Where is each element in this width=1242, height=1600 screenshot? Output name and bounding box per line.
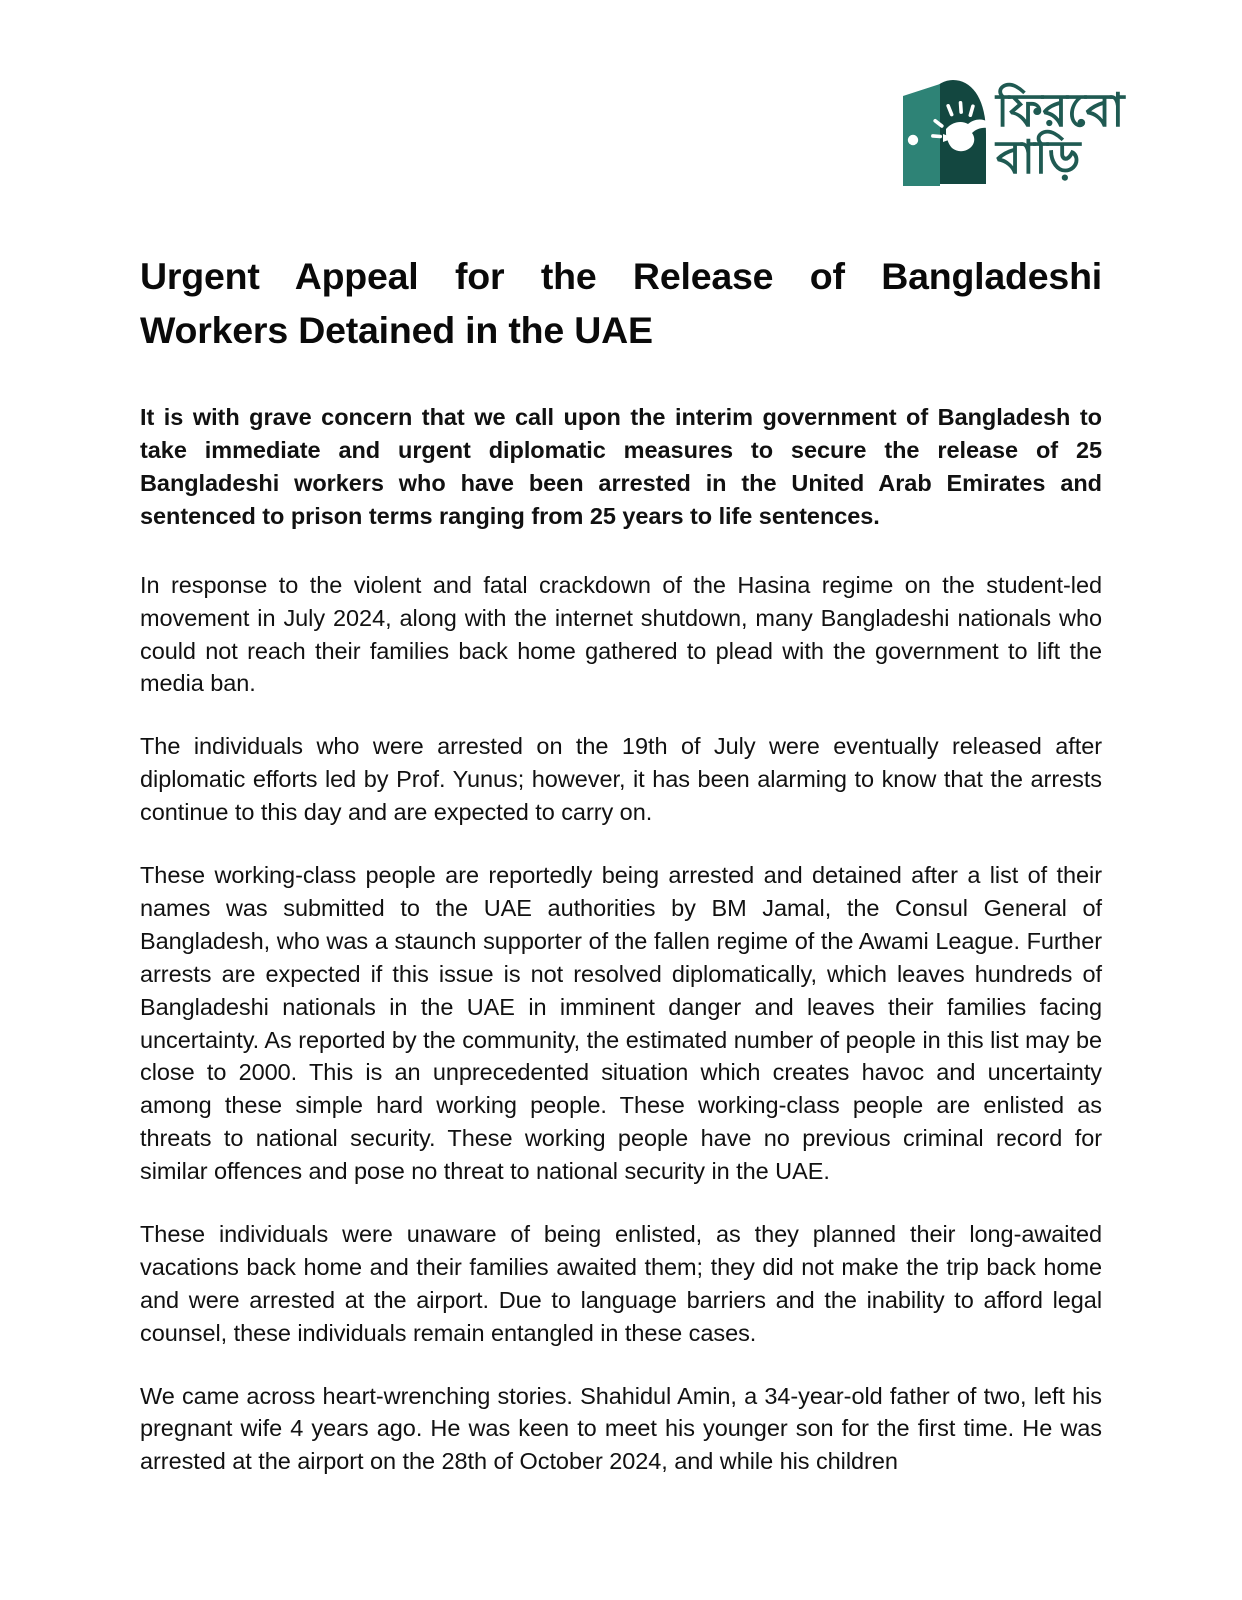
body-paragraph: These working-class people are reportedly being arrested and detained after a list of their names was submitted to the UAE authorities by BM Jamal, the Consul General of Bangladesh, who was a staunch supporter of the fallen regime of the Awami League. Further arrests are expected if this issue is not resolved diplomatically, which leaves hundreds of Bangladeshi nationals in the UAE in imminent danger and leaves their families facing uncertainty. As reported by the community, the estimated number of people in this list may be close to 2000. This is an unprecedented situation which creates havoc and uncertainty among these simple hard working people. These working-class people are enlisted as threats to national security. These working people have no previous criminal record for similar offences and pose no threat to national security in the UAE. (140, 862, 1102, 1185)
body-paragraph: The individuals who were arrested on the 19th of July were eventually released after diplomatic efforts led by Prof. Yunus; however, it has been alarming to know that the arrests continue to this day and are expected to carry on. (140, 733, 1102, 826)
page-title: Urgent Appeal for the Release of Bangladeshi Workers Detained in the UAE (140, 255, 1102, 351)
body-paragraph: In response to the violent and fatal crackdown of the Hasina regime on the student-led movement in July 2024, along with the internet shutdown, many Bangladeshi nationals who could not reach their families back home gathered to plead with the government to lift the media ban. (140, 571, 1102, 697)
logo-wordmark-line-2: বাড়ি (995, 131, 1080, 183)
document-header (0, 0, 1242, 240)
body-paragraph: We came across heart-wrenching stories. Shahidul Amin, a 34-year-old father of two, left his pregnant wife 4 years ago. He was keen to meet his younger son for the first time. He was arrested at the airport on the 28th of October 2024, and while his children (140, 1382, 1102, 1475)
open-door-with-bird-icon (896, 72, 988, 194)
organization-logo (896, 72, 1124, 194)
logo-wordmark (995, 83, 1124, 183)
lead-paragraph: It is with grave concern that we call upon the interim government of Bangladesh to take immediate and urgent diplomatic measures to secure the release of 25 Bangladeshi workers who have been arrested in the United Arab Emirates and sentenced to prison terms ranging from 25 years to life sentences. (140, 404, 1102, 529)
body-paragraph: These individuals were unaware of being enlisted, as they planned their long-awaited vacations back home and their families awaited them; they did not make the trip back home and were arrested at the airport. Due to language barriers and the inability to afford legal counsel, these individuals remain entangled in these cases. (140, 1220, 1102, 1346)
logo-wordmark-line-1: ফিরবো (995, 83, 1124, 136)
document-body (140, 250, 1102, 1478)
